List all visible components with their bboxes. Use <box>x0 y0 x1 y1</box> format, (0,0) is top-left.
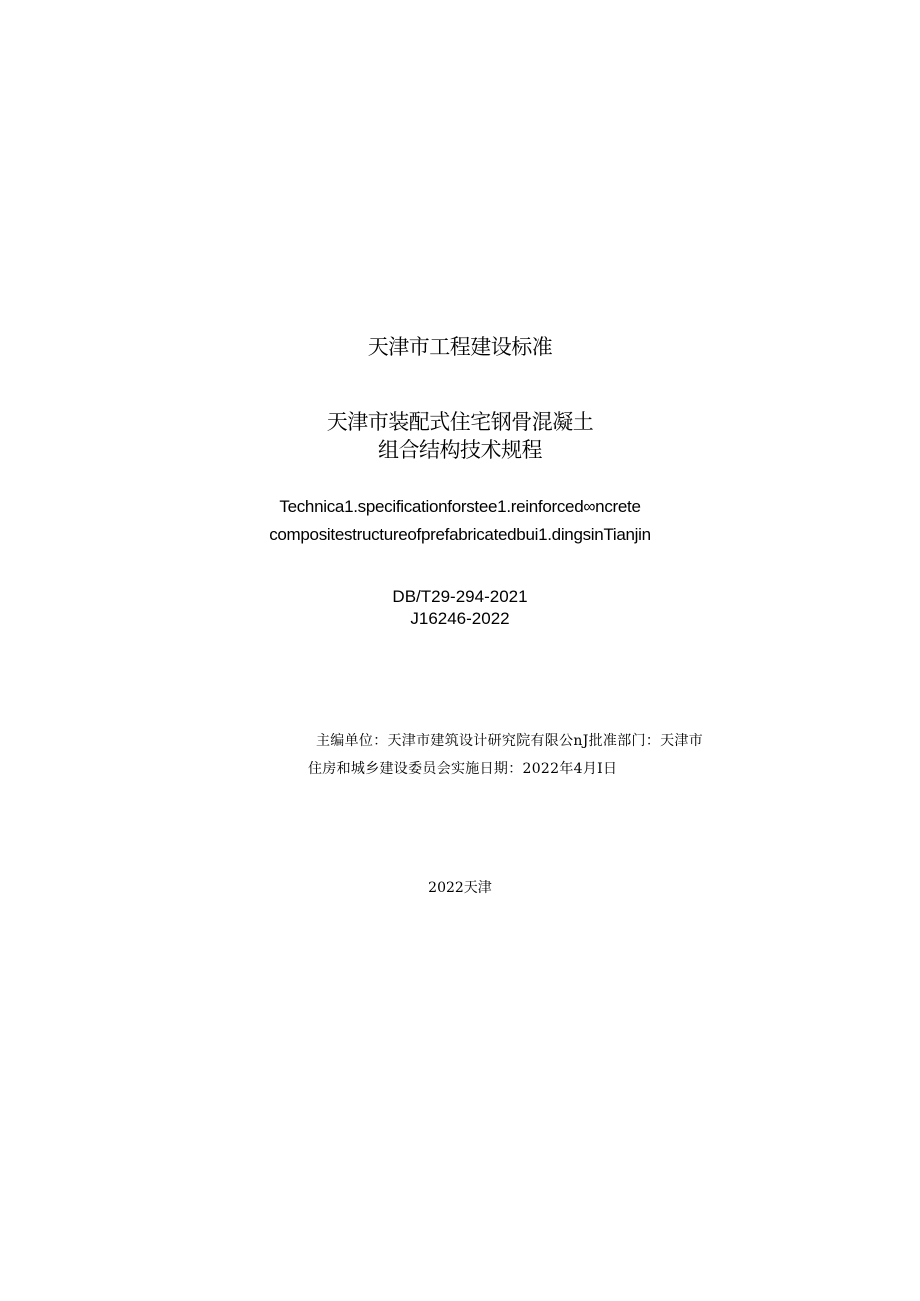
standard-codes <box>0 586 920 630</box>
publisher-footer: 2022天津 <box>428 880 492 896</box>
publication-info-line1: 主编单位：天津市建筑设计研究院有限公nJ批准部门：天津市 <box>316 733 704 749</box>
standard-code-j: J16246-2022 <box>410 609 510 628</box>
title-english-line2: compositestructureofprefabricatedbui1.dingsinTianjin <box>269 525 651 544</box>
publication-info-line2: 住房和城乡建设委员会实施日期：2022年4月I日 <box>308 761 618 777</box>
title-english-line1: Technica1.specificationforstee1.reinforced∞ncrete <box>279 497 641 516</box>
title-chinese-line2: 组合结构技术规程 <box>378 438 542 462</box>
standard-series-heading: 天津市工程建设标准 <box>367 335 553 359</box>
title-chinese-line1: 天津市装配式住宅钢骨混凝土 <box>326 410 594 434</box>
title-english <box>0 493 920 549</box>
publication-info <box>308 727 748 783</box>
standard-code-db: DB/T29-294-2021 <box>392 587 528 606</box>
title-chinese <box>0 408 920 464</box>
